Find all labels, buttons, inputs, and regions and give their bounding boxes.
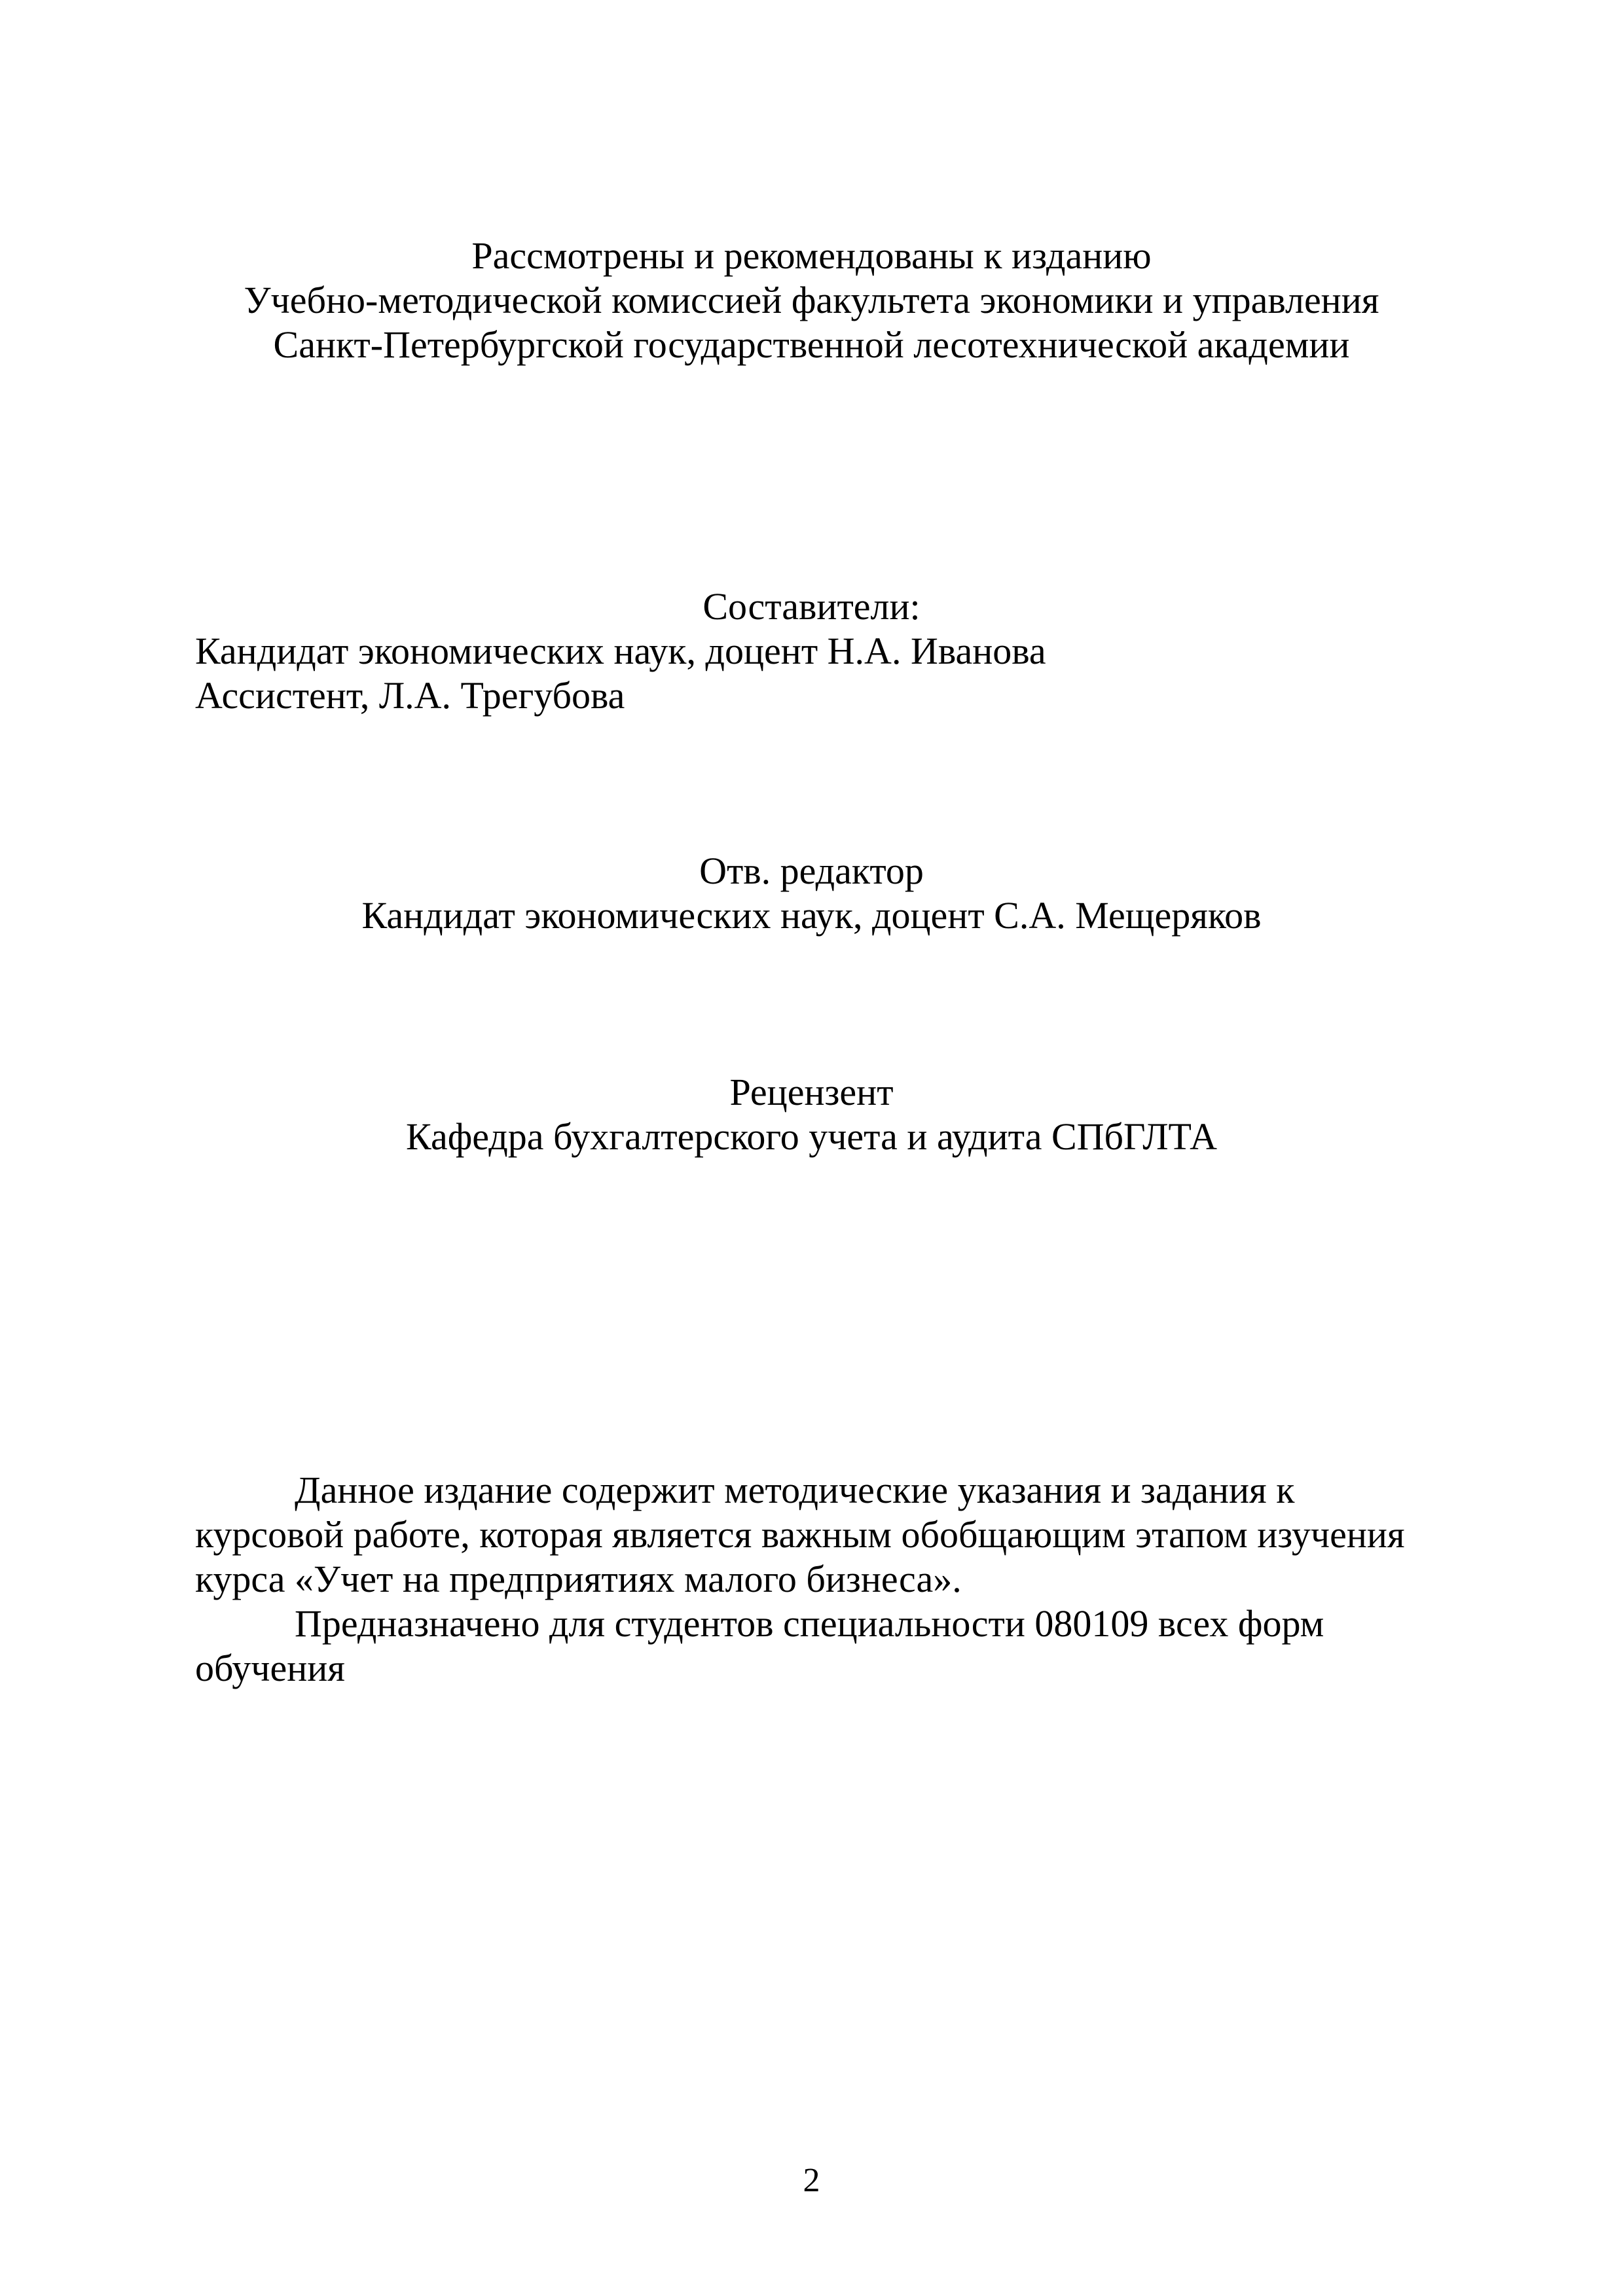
annotation-p1-line-2: курсовой работе, которая является важным обобщающим этапом изучения (195, 1513, 1405, 1556)
annotation-p1-line-3: курса «Учет на предприятиях малого бизнеса». (195, 1558, 962, 1600)
compilers-heading: Составители: (702, 585, 921, 628)
reviewer-name: Кафедра бухгалтерского учета и аудита СПбГЛТА (406, 1115, 1217, 1158)
approval-line-1: Рассмотрены и рекомендованы к изданию (471, 234, 1152, 277)
reviewer-heading: Рецензент (729, 1071, 894, 1113)
compiler-1: Кандидат экономических наук, доцент Н.А. Иванова (195, 630, 1046, 672)
compiler-2: Ассистент, Л.А. Трегубова (195, 674, 625, 717)
annotation-p2-line-1: Предназначено для студентов специальности 080109 всех форм (295, 1602, 1324, 1645)
editor-name: Кандидат экономических наук, доцент С.А. Мещеряков (361, 894, 1262, 937)
editor-heading: Отв. редактор (699, 850, 924, 892)
annotation-p2-line-2: обучения (195, 1647, 345, 1689)
page-number: 2 (803, 2162, 820, 2199)
approval-line-2: Учебно-методической комиссией факультета экономики и управления (244, 279, 1379, 321)
approval-line-3: Санкт-Петербургской государственной лесотехнической академии (273, 323, 1350, 366)
annotation-p1-line-1: Данное издание содержит методические указания и задания к (295, 1469, 1295, 1511)
